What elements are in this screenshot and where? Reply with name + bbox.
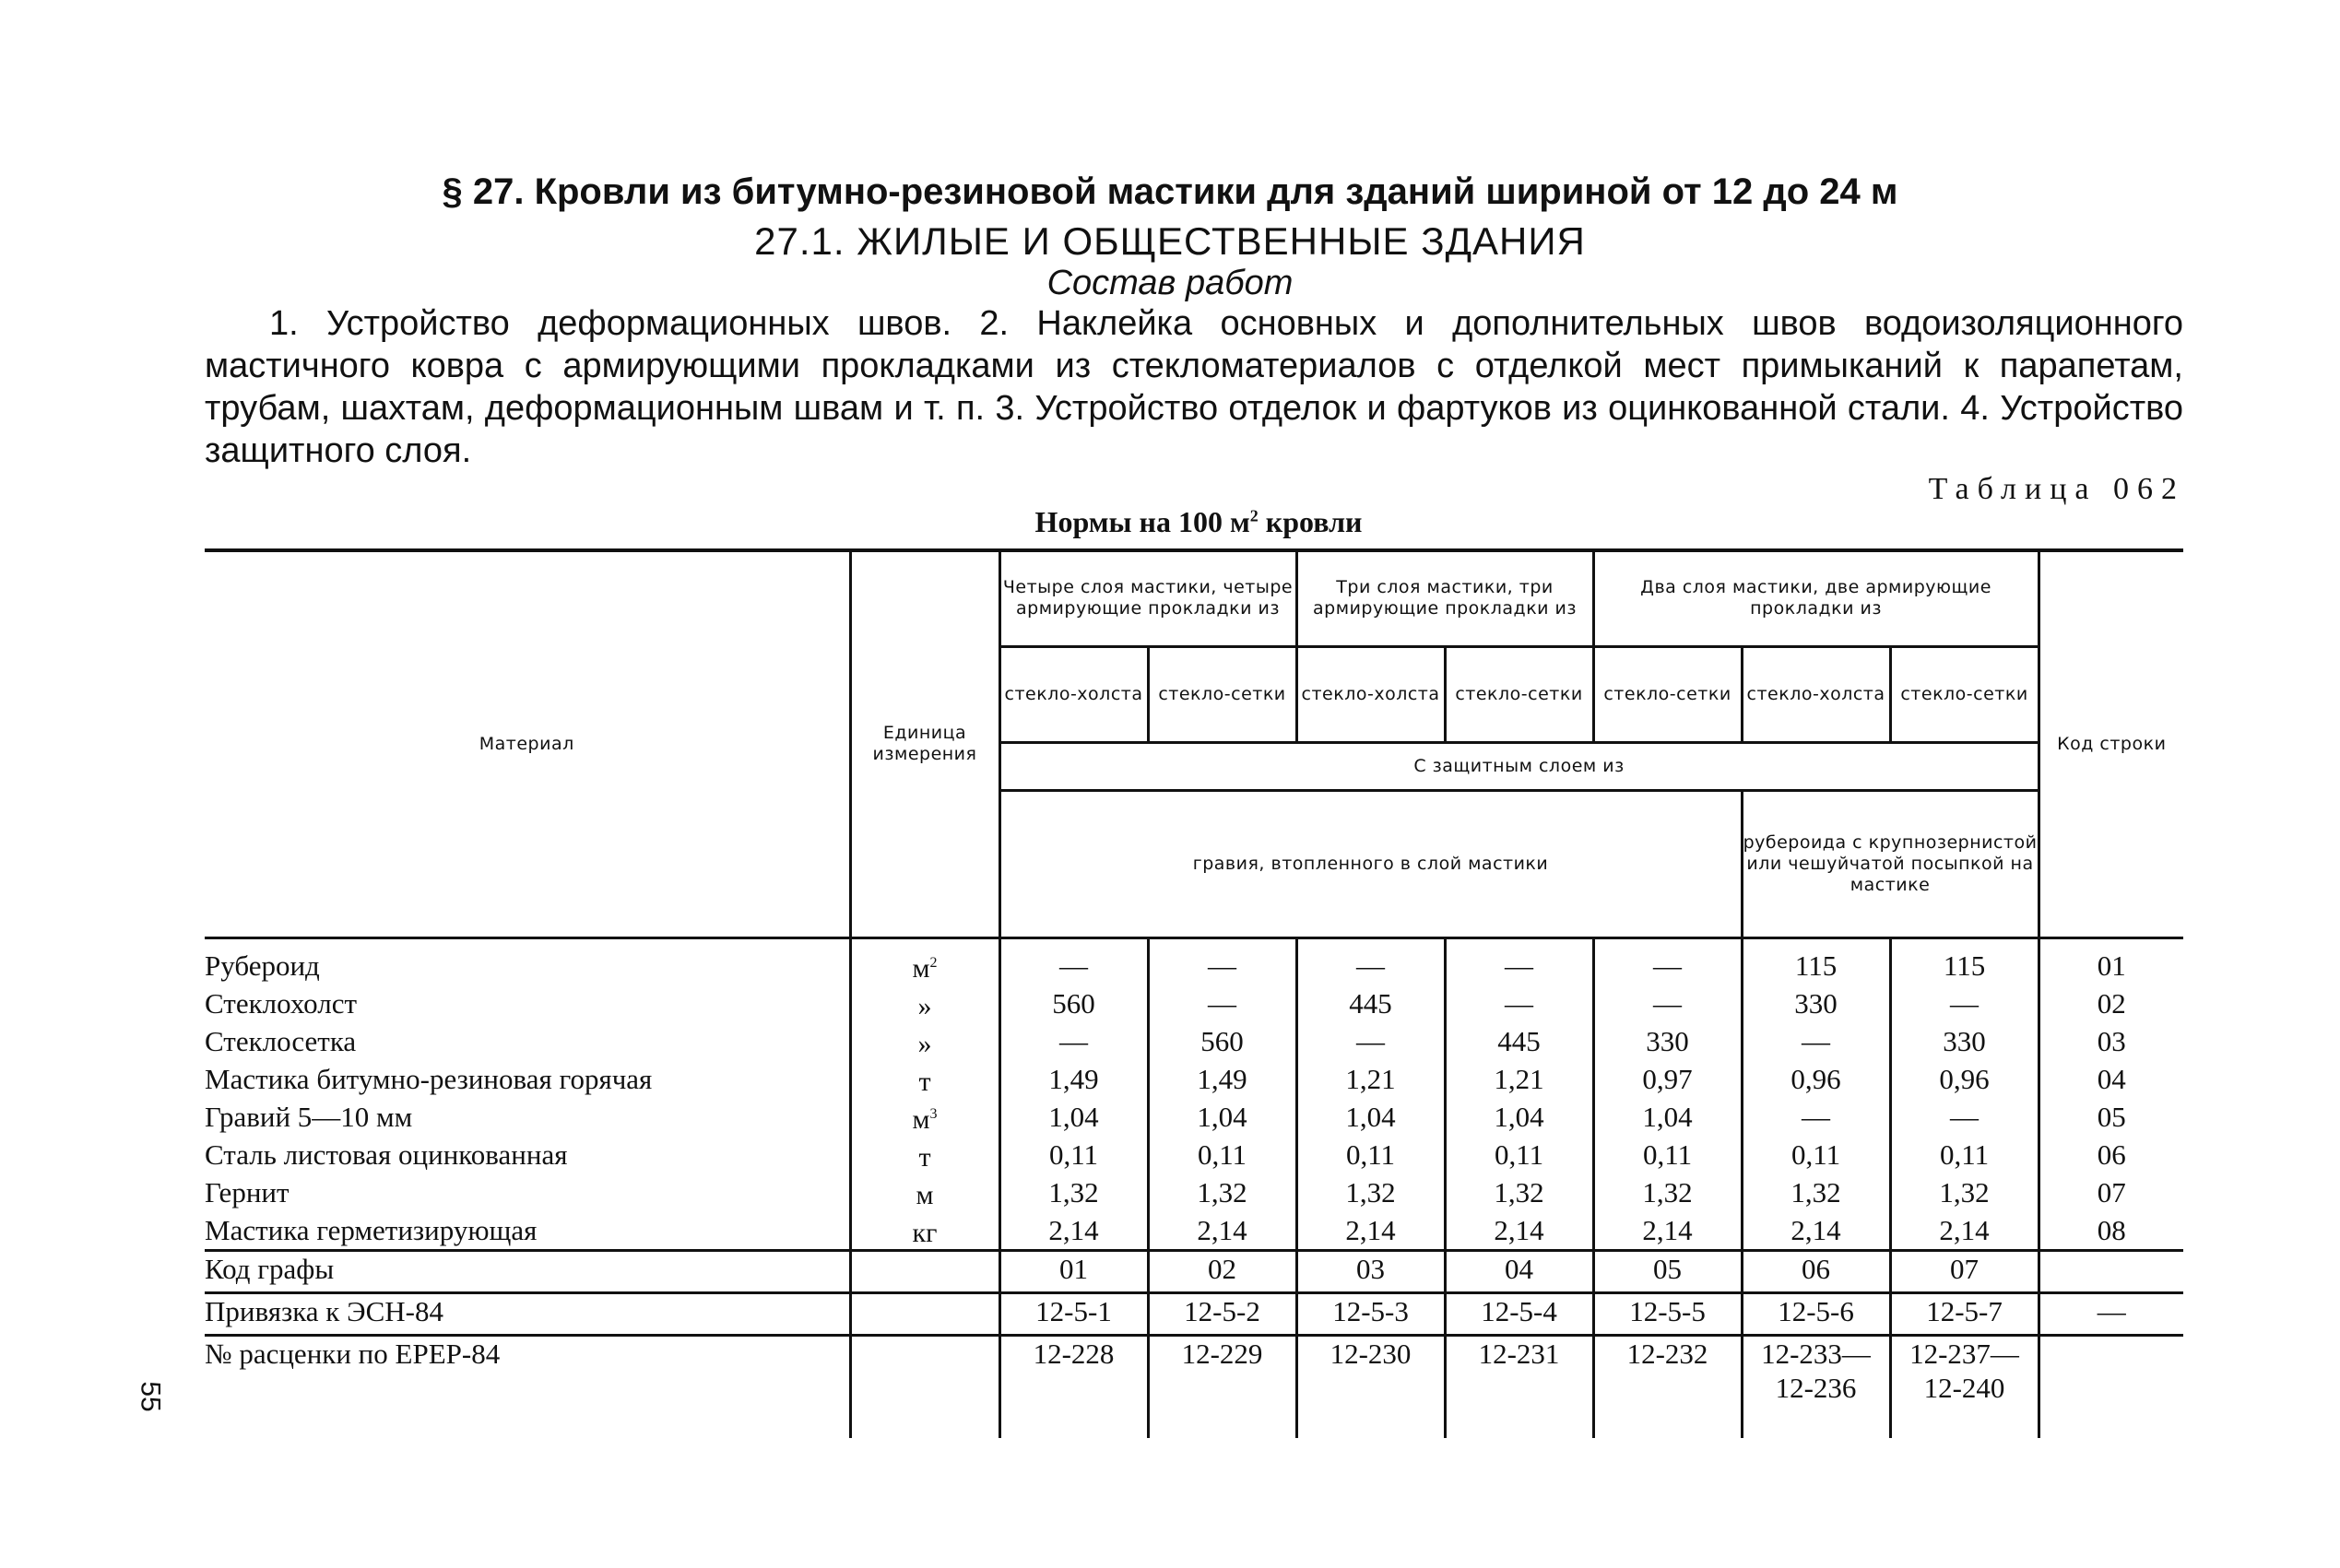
table-footer bbox=[205, 1250, 2183, 1438]
norm-value: 1,04 bbox=[1445, 1098, 1593, 1136]
esn-binding-row-value: 12-5-2 bbox=[1148, 1292, 1296, 1335]
norms-title bbox=[0, 505, 2340, 539]
unit-cell bbox=[850, 1060, 999, 1098]
unit-cell bbox=[850, 1136, 999, 1173]
norm-value: 1,04 bbox=[999, 1098, 1148, 1136]
composition-paragraph: 1. Устройство деформационных швов. 2. Наклейка основных и дополнительных швов водоизоляционного мастичного ковра с армирующими прокладками из стекломатериалов с отделкой мест примыканий к парапетам, трубам, шахтам, деформационным швам и т. п. 3. Устройство отделок и фартуков из оцинкованной стали. 4. Устройство защитного слоя. bbox=[205, 304, 2183, 470]
norms-table bbox=[205, 548, 2183, 1438]
header-type: стекло-холста bbox=[1296, 646, 1445, 742]
table-row bbox=[205, 1022, 2183, 1060]
unit-cell bbox=[850, 937, 999, 984]
norm-value: 2,14 bbox=[1742, 1211, 1890, 1251]
norm-value: 1,32 bbox=[1445, 1173, 1593, 1211]
header-gravel: гравия, втопленного в слой мастики bbox=[999, 790, 1742, 937]
erer-price-row bbox=[205, 1335, 2183, 1438]
table-row bbox=[205, 1211, 2183, 1251]
norm-value: — bbox=[1148, 937, 1296, 984]
norm-value: 0,96 bbox=[1890, 1060, 2039, 1098]
norm-value: 2,14 bbox=[999, 1211, 1148, 1251]
empty-cell bbox=[850, 1335, 999, 1438]
unit-value: м bbox=[916, 1179, 934, 1210]
norm-value: 445 bbox=[1296, 984, 1445, 1022]
unit-value: т bbox=[918, 1141, 931, 1173]
norm-value: 2,14 bbox=[1890, 1211, 2039, 1251]
norm-value: 1,49 bbox=[1148, 1060, 1296, 1098]
row-code: 02 bbox=[2097, 986, 2126, 1020]
norm-value: — bbox=[1148, 984, 1296, 1022]
unit-superscript: 2 bbox=[929, 954, 938, 971]
unit-cell bbox=[850, 1211, 999, 1251]
header-group-three: Три слоя мастики, три армирующие прокладки из bbox=[1296, 550, 1593, 646]
table-row bbox=[205, 1098, 2183, 1136]
row-code: 04 bbox=[2097, 1062, 2126, 1095]
esn-binding-row-value: 12-5-3 bbox=[1296, 1292, 1445, 1335]
row-code: 08 bbox=[2097, 1213, 2126, 1246]
erer-price-row-code bbox=[2039, 1335, 2183, 1438]
header-ruberoid: рубероида с крупнозернистой или чешуйчатой посыпкой на мастике bbox=[1742, 790, 2039, 937]
norm-value: 1,32 bbox=[1890, 1173, 2039, 1211]
esn-binding-row-value: 12-5-6 bbox=[1742, 1292, 1890, 1335]
norm-value: 0,11 bbox=[1296, 1136, 1445, 1173]
header-type: стекло-холста bbox=[1742, 646, 1890, 742]
unit-value: кг bbox=[912, 1217, 938, 1248]
norm-value: — bbox=[1296, 1022, 1445, 1060]
norms-title-text: Нормы на 100 м bbox=[1034, 505, 1250, 538]
erer-price-row-value: 12-228 bbox=[999, 1335, 1148, 1438]
norm-value: 0,11 bbox=[1742, 1136, 1890, 1173]
norm-value: 330 bbox=[1742, 984, 1890, 1022]
unit-value: м bbox=[912, 952, 930, 984]
unit-cell bbox=[850, 984, 999, 1022]
norm-value: 1,32 bbox=[1742, 1173, 1890, 1211]
esn-binding-row bbox=[205, 1292, 2183, 1335]
material-name: Стеклохолст bbox=[205, 984, 850, 1022]
unit-value: » bbox=[917, 990, 932, 1021]
norm-value: — bbox=[1890, 984, 2039, 1022]
norm-value: 330 bbox=[1890, 1022, 2039, 1060]
table-row bbox=[205, 1136, 2183, 1173]
norm-value: 560 bbox=[999, 984, 1148, 1022]
norm-value: 0,97 bbox=[1593, 1060, 1742, 1098]
erer-price-row-value: 12-231 bbox=[1445, 1335, 1593, 1438]
norm-value: 1,21 bbox=[1445, 1060, 1593, 1098]
composition-text bbox=[205, 302, 2183, 472]
row-code: 06 bbox=[2097, 1138, 2126, 1171]
erer-price-row-value: 12-233— 12-236 bbox=[1742, 1335, 1890, 1438]
column-code-row-value: 05 bbox=[1593, 1250, 1742, 1292]
norm-value: 1,32 bbox=[999, 1173, 1148, 1211]
norm-value: 0,11 bbox=[1148, 1136, 1296, 1173]
erer-price-row-value: 12-230 bbox=[1296, 1335, 1445, 1438]
norm-value: — bbox=[1445, 937, 1593, 984]
material-name: Мастика битумно-резиновая горячая bbox=[205, 1060, 850, 1098]
erer-price-row-value: 12-232 bbox=[1593, 1335, 1742, 1438]
header-material: Материал bbox=[205, 550, 850, 937]
unit-value: т bbox=[918, 1066, 931, 1097]
norm-value: — bbox=[1742, 1022, 1890, 1060]
norm-value: — bbox=[999, 1022, 1148, 1060]
norm-value: — bbox=[1296, 937, 1445, 984]
header-unit: Единица измерения bbox=[850, 550, 999, 937]
norm-value: — bbox=[999, 937, 1148, 984]
subsection-title: 27.1. ЖИЛЫЕ И ОБЩЕСТВЕННЫЕ ЗДАНИЯ bbox=[754, 219, 1586, 263]
esn-binding-row-code: — bbox=[2039, 1292, 2183, 1335]
erer-price-row-label: № расценки по ЕРЕР-84 bbox=[205, 1335, 850, 1438]
row-code: 07 bbox=[2097, 1175, 2126, 1208]
norm-value: 0,11 bbox=[1593, 1136, 1742, 1173]
norm-value: 2,14 bbox=[1148, 1211, 1296, 1251]
norm-value: — bbox=[1593, 984, 1742, 1022]
norm-value: 2,14 bbox=[1445, 1211, 1593, 1251]
norm-value: 1,04 bbox=[1296, 1098, 1445, 1136]
column-code-row-value: 06 bbox=[1742, 1250, 1890, 1292]
table-label: Таблица 062 bbox=[1928, 472, 2185, 506]
erer-price-row-value: 12-237— 12-240 bbox=[1890, 1335, 2039, 1438]
norm-value: 115 bbox=[1742, 937, 1890, 984]
unit-superscript: 3 bbox=[929, 1105, 938, 1122]
section-title: § 27. Кровли из битумно-резиновой мастики для зданий шириной от 12 до 24 м bbox=[442, 171, 1898, 212]
material-name: Стеклосетка bbox=[205, 1022, 850, 1060]
table-row bbox=[205, 984, 2183, 1022]
unit-value: м bbox=[912, 1103, 930, 1135]
norm-value: 330 bbox=[1593, 1022, 1742, 1060]
table-row bbox=[205, 1060, 2183, 1098]
norm-value: 1,49 bbox=[999, 1060, 1148, 1098]
esn-binding-row-label: Привязка к ЭСН-84 bbox=[205, 1292, 850, 1335]
unit-cell bbox=[850, 1022, 999, 1060]
norm-value: — bbox=[1593, 937, 1742, 984]
norm-value: 0,96 bbox=[1742, 1060, 1890, 1098]
norm-value: 560 bbox=[1148, 1022, 1296, 1060]
column-code-row-value: 03 bbox=[1296, 1250, 1445, 1292]
norm-value: — bbox=[1890, 1098, 2039, 1136]
material-name: Сталь листовая оцинкованная bbox=[205, 1136, 850, 1173]
page-number: 55 bbox=[135, 1381, 166, 1412]
norm-value: 2,14 bbox=[1593, 1211, 1742, 1251]
header-protective: С защитным слоем из bbox=[999, 742, 2039, 790]
norm-value: 1,04 bbox=[1593, 1098, 1742, 1136]
esn-binding-row-value: 12-5-4 bbox=[1445, 1292, 1593, 1335]
erer-price-row-value: 12-229 bbox=[1148, 1335, 1296, 1438]
column-code-row-value: 01 bbox=[999, 1250, 1148, 1292]
table-row bbox=[205, 1173, 2183, 1211]
norm-value: 1,21 bbox=[1296, 1060, 1445, 1098]
norm-value: 0,11 bbox=[999, 1136, 1148, 1173]
header-type: стекло-сетки bbox=[1593, 646, 1742, 742]
row-code: 05 bbox=[2097, 1100, 2126, 1133]
header-code: Код строки bbox=[2039, 550, 2183, 937]
column-code-row-code bbox=[2039, 1250, 2183, 1292]
norm-value: 1,32 bbox=[1296, 1173, 1445, 1211]
header-type: стекло-сетки bbox=[1445, 646, 1593, 742]
header-group-four: Четыре слоя мастики, четыре армирующие прокладки из bbox=[999, 550, 1296, 646]
norms-title-sup: 2 bbox=[1249, 506, 1259, 525]
norm-value: 0,11 bbox=[1445, 1136, 1593, 1173]
column-code-row bbox=[205, 1250, 2183, 1292]
norm-value: — bbox=[1445, 984, 1593, 1022]
header-type: стекло-холста bbox=[999, 646, 1148, 742]
norm-value: 2,14 bbox=[1296, 1211, 1445, 1251]
norm-value: 1,32 bbox=[1593, 1173, 1742, 1211]
column-code-row-value: 04 bbox=[1445, 1250, 1593, 1292]
table-row bbox=[205, 937, 2183, 984]
row-code: 01 bbox=[2039, 937, 2183, 984]
header-group-two: Два слоя мастики, две армирующие прокладки из bbox=[1593, 550, 2039, 646]
unit-value: » bbox=[917, 1028, 932, 1059]
row-code: 03 bbox=[2097, 1024, 2126, 1057]
header-type: стекло-сетки bbox=[1148, 646, 1296, 742]
material-name: Мастика герметизирующая bbox=[205, 1211, 850, 1251]
material-name: Гернит bbox=[205, 1173, 850, 1211]
esn-binding-row-value: 12-5-7 bbox=[1890, 1292, 2039, 1335]
empty-cell bbox=[850, 1250, 999, 1292]
norms-title-tail: кровли bbox=[1258, 505, 1363, 538]
column-code-row-value: 02 bbox=[1148, 1250, 1296, 1292]
norm-value: 0,11 bbox=[1890, 1136, 2039, 1173]
material-name: Рубероид bbox=[205, 937, 850, 984]
composition-heading: Состав работ bbox=[1046, 264, 1294, 302]
norm-value: — bbox=[1742, 1098, 1890, 1136]
header-type: стекло-сетки bbox=[1890, 646, 2039, 742]
norm-value: 1,04 bbox=[1148, 1098, 1296, 1136]
empty-cell bbox=[850, 1292, 999, 1335]
norm-value: 1,32 bbox=[1148, 1173, 1296, 1211]
table-body bbox=[205, 937, 2183, 1250]
norm-value: 115 bbox=[1890, 937, 2039, 984]
column-code-row-label: Код графы bbox=[205, 1250, 850, 1292]
esn-binding-row-value: 12-5-1 bbox=[999, 1292, 1148, 1335]
unit-cell bbox=[850, 1173, 999, 1211]
column-code-row-value: 07 bbox=[1890, 1250, 2039, 1292]
norm-value: 445 bbox=[1445, 1022, 1593, 1060]
unit-cell bbox=[850, 1098, 999, 1136]
esn-binding-row-value: 12-5-5 bbox=[1593, 1292, 1742, 1335]
material-name: Гравий 5—10 мм bbox=[205, 1098, 850, 1136]
